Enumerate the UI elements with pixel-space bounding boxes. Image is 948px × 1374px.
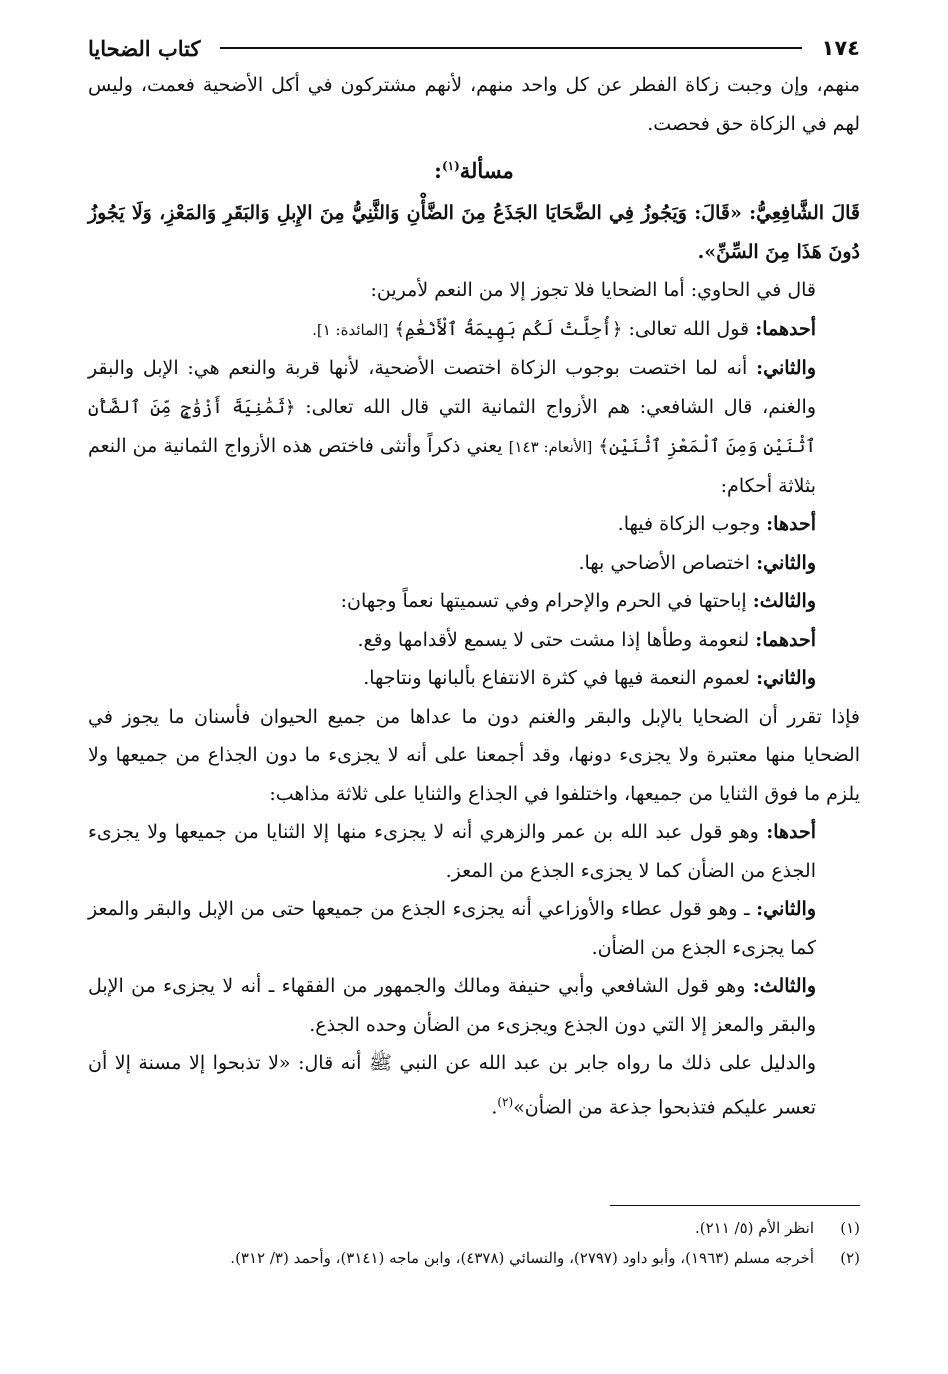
hawi-paragraph: قال في الحاوي: أما الضحايا فلا تجوز إلا من النعم لأمرين:: [370, 279, 816, 301]
masala-colon: :: [434, 158, 442, 183]
naming-reason-1: [88, 621, 860, 660]
evidence-text: والدليل على ذلك ما رواه جابر بن عبد الله عن النبي ﷺ أنه قال: «لا تذبحوا إلا مسنة إلا أن تعسر عليكم فتذبحوا جذعة من الضأن»: [88, 1052, 816, 1118]
footnote-number: (٢): [840, 1249, 860, 1267]
first-reason-lead: أحدهما:: [755, 317, 816, 340]
second-reason-text: أنه لما اختصت بوجوب الزكاة اختصت الأضحية، لأنها قربة والنعم هي: الإبل والبقر والغنم، قال الشافعي: هم الأزواج الثمانية التي قال الله تعالى:: [88, 357, 816, 418]
naming-reason-2-lead: والثاني:: [756, 667, 816, 689]
madhhab-2: [88, 890, 860, 967]
rule-item-2: [88, 544, 860, 583]
footnotes: [88, 1213, 860, 1273]
page-number: ١٧٤: [821, 36, 860, 60]
page-body: [88, 66, 860, 1126]
imam-statement: قَالَ الشَّافِعِيُّ: «قَالَ: وَيَجُوزُ فِي الضَّحَايَا الجَذَعُ مِنَ الضَّأْنِ وَالثَّنِيُّ مِنَ الإِبلِ وَالبَقَرِ وَالمَعْزِ، وَلَا يَجُوزُ دُونَ هَذَا مِنَ السِّنِّ».: [88, 202, 860, 263]
naming-reason-1-text: لنعومة وطأها إذا مشت حتى لا يسمع لأقدامها وقع.: [357, 628, 750, 651]
page-header: [88, 30, 860, 66]
rule-item-1: [88, 505, 860, 544]
madhhab-2-lead: والثاني:: [756, 898, 816, 920]
rule-item-3-lead: والثالث:: [752, 590, 816, 612]
evidence-end: .: [491, 1095, 498, 1118]
rule-item-1-text: وجوب الزكاة فيها.: [617, 513, 761, 535]
paragraph-continuation: منهم، وإن وجبت زكاة الفطر عن كل واحد منهم، لأنهم مشتركون في أكل الأضحية فعمت، وليس لهم في الزكاة حق فحصت.: [88, 74, 860, 135]
verse-reference-1: [المائدة: ١].: [312, 320, 389, 339]
footnote-text: أخرجه مسلم (١٩٦٣)، وأبو داود (٢٧٩٧)، والنسائي (٤٣٧٨)، وابن ماجه (٣١٤١)، وأحمد (٣/ ٣١٢).: [230, 1249, 814, 1267]
madhhab-2-text: ـ وهو قول عطاء والأوزاعي أنه يجزىء الجذع من جميعها حتى من الإبل والبقر والمعز كما يجزىء الجذع من الضأن.: [88, 898, 816, 959]
rule-item-3-text: إباحتها في الحرم والإحرام وفي تسميتها نعماً وجهان:: [340, 590, 747, 612]
quran-verse-1: ﴿أُحِلَّتْ لَكُم بَهِيمَةُ ٱلْأَنْعَٰمِ﴾: [394, 318, 623, 340]
naming-reason-1-lead: أحدهما:: [755, 628, 816, 651]
footnote: [88, 1243, 860, 1273]
naming-reason-2: [88, 659, 860, 698]
verse-reference-2: [الأنعام: ١٤٣]: [508, 438, 593, 456]
ages-paragraph: فإذا تقرر أن الضحايا بالإبل والبقر والغنم دون ما عداها من جميع الحيوان فأسنان ما يجوز في الضحايا منها معتبرة ولا يجزىء دونها، وقد أجمعنا على أنه لا يجزىء ما دون الجذاع من جميعها ولا يلزم ما فوق الثنايا من جميعها، واختلفوا في الجذاع والثنايا على ثلاثة مذاهب:: [88, 705, 860, 805]
rule-item-2-lead: والثاني:: [756, 551, 816, 574]
masala-title: مسألة: [459, 158, 514, 183]
madhhab-3-text: وهو قول الشافعي وأبي حنيفة ومالك والجمهور من الفقهاء ـ أنه لا يجزىء من الإبل والبقر والمعز إلا التي دون الجذع ويجزىء من الضأن وحده الجذع.: [88, 975, 816, 1036]
evidence-note-ref: (٢): [497, 1094, 514, 1109]
book-title: كتاب الضحايا: [88, 35, 201, 61]
evidence-paragraph: [88, 1044, 860, 1126]
first-reason: [88, 310, 860, 350]
masala-note-ref: (١): [441, 159, 460, 173]
madhhab-1: [88, 813, 860, 890]
rule-item-1-lead: أحدها:: [766, 513, 816, 535]
madhhab-3-lead: والثالث:: [752, 975, 816, 997]
header-rule: [220, 47, 801, 49]
masala-heading: [88, 145, 860, 192]
naming-reason-2-text: لعموم النعمة فيها في كثرة الانتفاع بألبانها ونتاجها.: [363, 667, 751, 689]
first-reason-text: قول الله تعالى:: [628, 317, 750, 340]
second-reason: [88, 349, 860, 505]
madhhab-1-text: وهو قول عبد الله بن عمر والزهري أنه لا يجزىء منها إلا الثنايا من جميعها ولا يجزىء الجذع من الضأن كما لا يجزىء الجذع من المعز.: [88, 821, 816, 882]
quran-verse-2: ﴿ثَمَٰنِيَةَ أَزْوَٰجٍ مِّنَ ٱلضَّأْنِ ٱثْنَيْنِ وَمِنَ ٱلْمَعْزِ ٱثْنَيْنِ﴾: [88, 396, 816, 457]
footnote-number: (١): [840, 1219, 860, 1237]
footnote: [88, 1213, 860, 1243]
madhhab-3: [88, 967, 860, 1044]
rule-item-3: [88, 582, 860, 621]
footnote-text: انظر الأم (٥/ ٢١١).: [694, 1219, 814, 1237]
footnote-separator: [610, 1205, 860, 1206]
rule-item-2-text: اختصاص الأضاحي بها.: [578, 551, 751, 574]
second-reason-lead: والثاني:: [756, 357, 816, 379]
madhhab-1-lead: أحدها:: [766, 821, 817, 843]
second-reason-tail: يعني ذكراً وأنثى فاختص هذه الأزواج الثمانية من النعم بثلاثة أحكام:: [88, 435, 816, 497]
